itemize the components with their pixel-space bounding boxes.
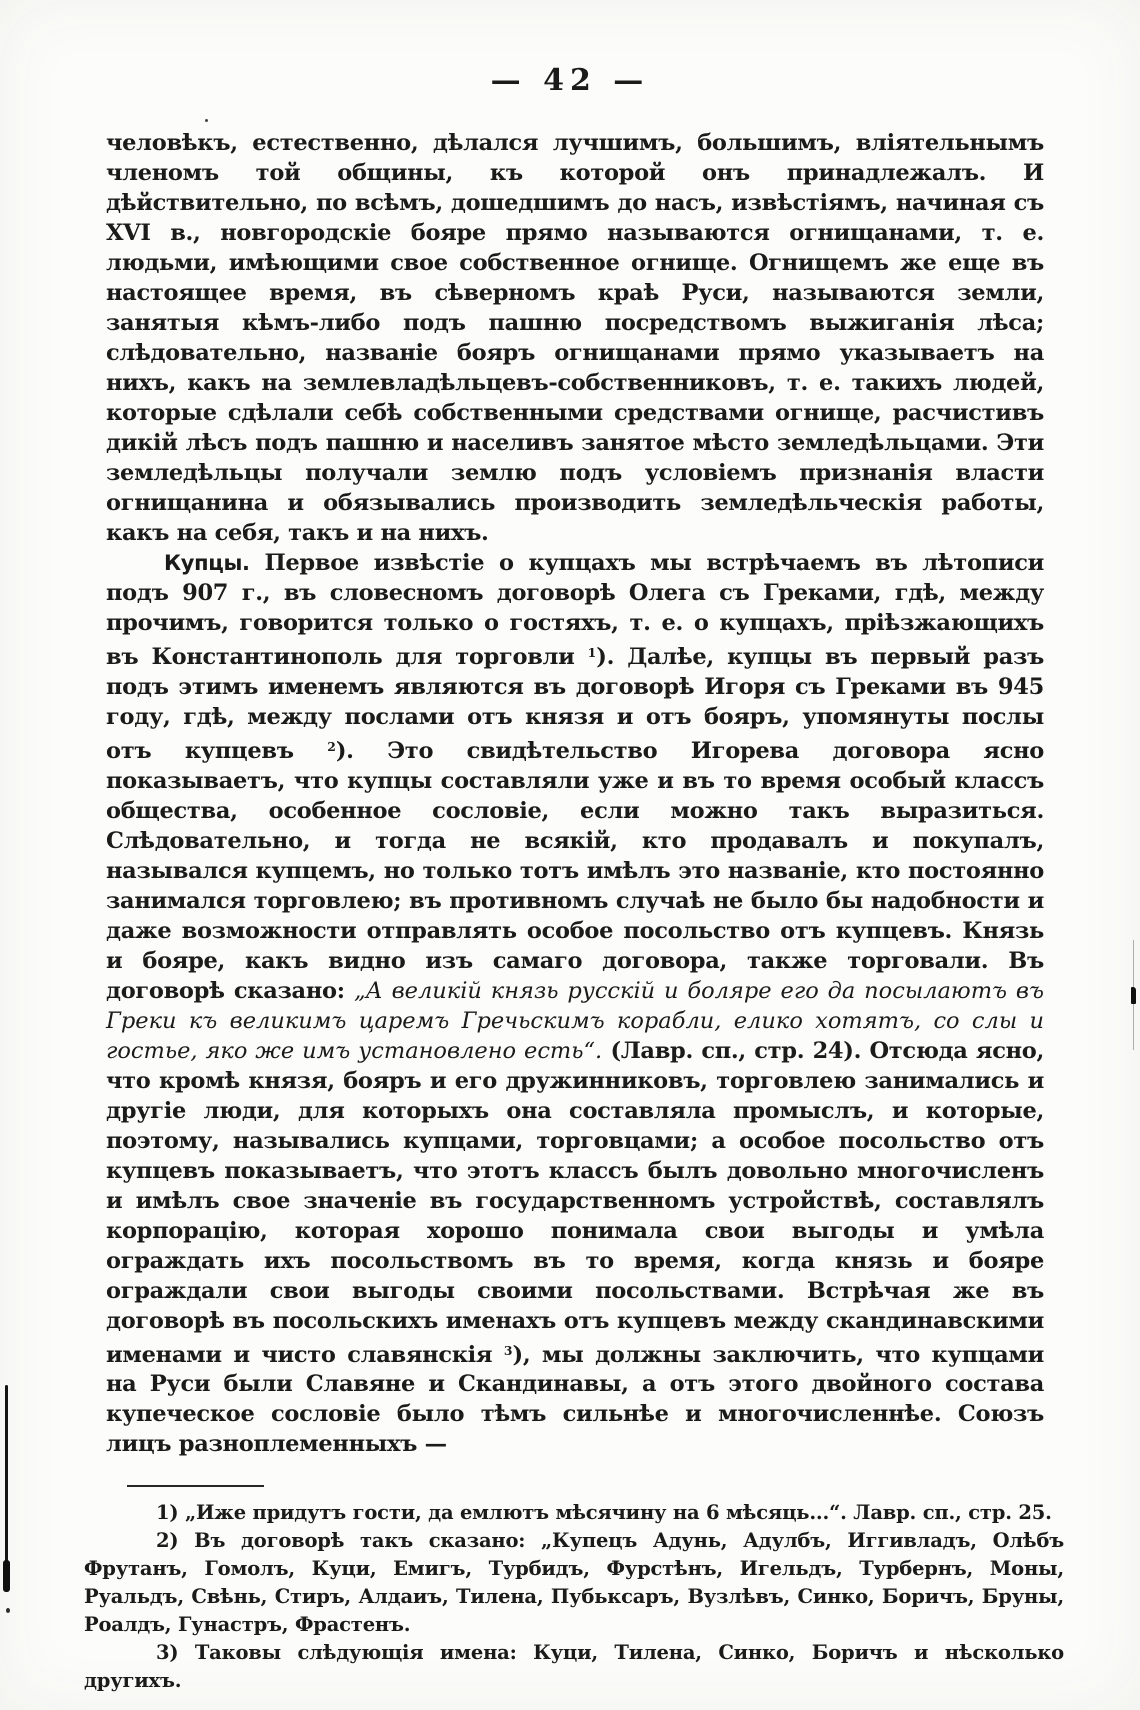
footnote: [84, 1639, 1064, 1695]
scan-artifact-speckle: [205, 119, 208, 122]
text-run: Купцы.: [164, 551, 250, 575]
text-run: ). Это свидѣтельство Игорева договора ясно показываетъ, что купцы составляли уже и въ то время особый классъ общества, особенное сословіе, если можно такъ выразиться. Слѣдовательно, и тогда не всякій, кто продавалъ и покупалъ, назывался купцемъ, но только тотъ имѣлъ это названіе, кто постоянно занимался торговлею; въ противномъ случаѣ не было бы надобности и даже возможности отправлять особое посольство отъ купцевъ. Князь и бояре, какъ видно изъ самаго договора, также торговали. Въ договорѣ сказано:: [106, 737, 1044, 1004]
text-run: „А великій князь русскій и боляре его да посылаютъ въ Греки къ великимъ царемъ Гречьскимъ корабли, елико хотятъ, со слы и гостье, яко же имъ установлено есть“.: [106, 977, 1044, 1064]
body-text: [106, 128, 1044, 1459]
text-run: 1) „Иже придутъ гости, да емлютъ мѣсячину на 6 мѣсяць...“. Лавр. сп., стр. 25.: [156, 1501, 1052, 1525]
text-run: 3) Таковы слѣдующія имена: Куци, Тилена, Синко, Боричъ и нѣсколько другихъ.: [84, 1641, 1064, 1693]
scan-artifact-left-blob: [3, 1560, 10, 1592]
text-run: 2: [327, 738, 336, 754]
text-run: ), мы должны заключить, что купцами на Руси были Славяне и Скандинавы, а отъ этого двойного состава купеческое сословіе было тѣмъ сильнѣе и многочисленнѣе. Союзъ лицъ разноплеменныхъ —: [106, 1341, 1045, 1458]
scan-artifact-right-mark: [1131, 987, 1136, 1004]
page-number: — 42 —: [490, 63, 650, 98]
footnotes: [84, 1499, 1064, 1695]
text-run: ). Далѣе, купцы въ первый разъ подъ этимъ именемъ являются въ договорѣ Игоря съ Греками въ 945 году, гдѣ, между послами отъ князя и отъ бояръ, упомянуты послы отъ купцевъ: [106, 643, 1045, 764]
paragraph: [106, 128, 1044, 548]
text-run: 1: [587, 645, 597, 660]
scan-artifact-left-dot: [6, 1608, 10, 1613]
text-run: Первое извѣстіе о купцахъ мы встрѣчаемъ въ лѣтописи подъ 907 г., въ словесномъ договорѣ Олега съ Греками, гдѣ, между прочимъ, говорится только о гостяхъ, т. е. о купцахъ, пріѣзжающихъ въ Константинополь для торговли: [106, 550, 1044, 670]
text-run: человѣкъ, естественно, дѣлался лучшимъ, большимъ, вліятельнымъ членомъ той общины, къ которой онъ принадлежалъ. И дѣйствительно, по всѣмъ, дошедшимъ до насъ, извѣстіямъ, начиная съ XVI в., новгородскіе бояре прямо называются огнищанами, т. е. людьми, имѣющими свое собственное огнище. Огнищемъ же еще въ настоящее время, въ сѣверномъ краѣ Руси, называются земли, занятыя кѣмъ-либо подъ пашню посредствомъ выжиганія лѣса; слѣдовательно, названіе бояръ огнищанами прямо указываетъ на нихъ, какъ на землевладѣльцевъ-собственниковъ, т. е. такихъ людей, которые сдѣлали себѣ собственными средствами огнище, расчистивъ дикій лѣсъ подъ пашню и населивъ занятое мѣсто земледѣльцами. Эти земледѣльцы получали землю подъ условіемъ признанія власти огнищанина и обязывались производить земледѣльческія работы, какъ на себя, такъ и на нихъ.: [106, 130, 1044, 546]
footnote-separator-rule: [127, 1485, 264, 1487]
footnote: [84, 1527, 1064, 1639]
text-run: 3: [503, 1342, 513, 1358]
text-run: 2) Въ договорѣ такъ сказано: „Купецъ Адунь, Адулбъ, Иггивладъ, Олѣбъ Фрутанъ, Гомолъ, Куци, Емигъ, Турбидъ, Фурстѣнъ, Игельдъ, Турбернъ, Моны, Руальдъ, Свѣнь, Стиръ, Алдаиъ, Тилена, Пубьксаръ, Вузлѣвъ, Синко, Боричъ, Бруны, Роалдъ, Гунастръ, Фрастенъ.: [84, 1529, 1064, 1637]
text-run: (Лавр. сп., стр. 24). Отсюда ясно, что кромѣ князя, бояръ и его дружинниковъ, торговлею занимались и другіе люди, для которыхъ она составляла промыслъ, и которые, поэтому, назывались купцами, торговцами; а особое посольство отъ купцевъ показываетъ, что этотъ классъ былъ довольно многочисленъ и имѣлъ свое значеніе въ государственномъ устройствѣ, составлялъ корпорацію, которая хорошо понимала свои выгоды и умѣла ограждать ихъ посольствомъ въ то время, когда князь и бояре ограждали свои выгоды своими посольствами. Встрѣчая же въ договорѣ въ посольскихъ именахъ отъ купцевъ между скандинавскими именами и чисто славянскія: [106, 1037, 1045, 1368]
paragraph: [106, 548, 1044, 1459]
footnote: [84, 1499, 1064, 1527]
